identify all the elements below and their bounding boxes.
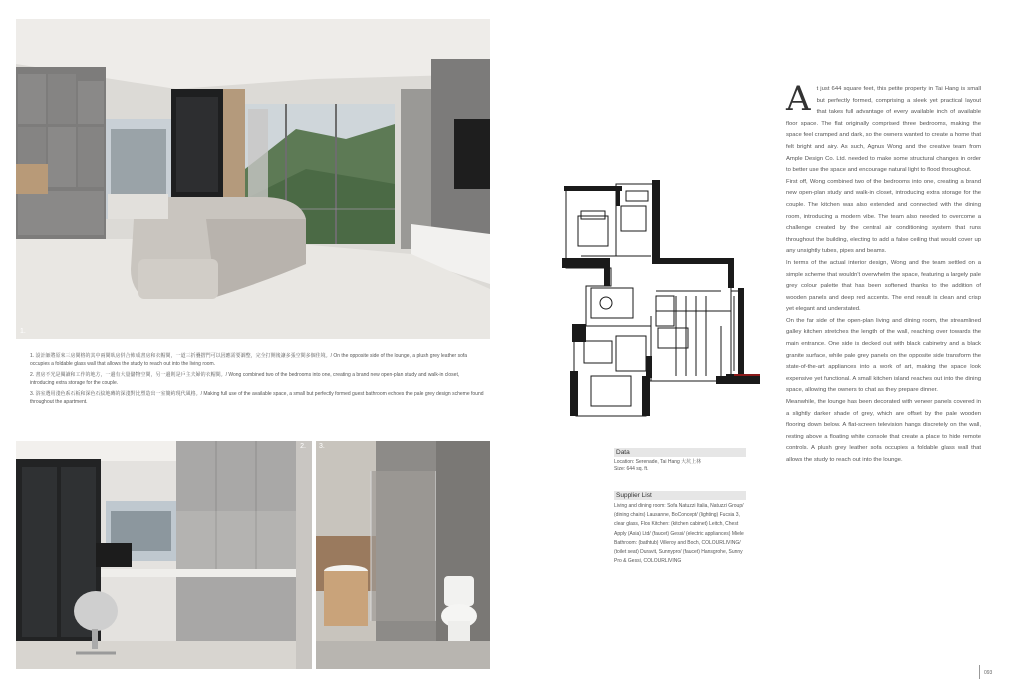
- article-paragraph-2: First off, Wong combined two of the bedrooms into one, creating a brand new open-plan study and walk-in closet, introducing extra storage for the couple. The kitchen was also extended and connected with the dining room, introducing a modern vibe. The team also needed to overcome a challenge created by the central air conditioning system that runs throughout the building, electing to add a false ceiling that would cover up any unsightly tubes, pipes and beams.: [786, 178, 981, 255]
- floor-plan: [556, 176, 771, 434]
- data-location: Location: Serenade, Tai Hang 大坑上林: [614, 459, 702, 465]
- article-paragraph-3: In terms of the actual interior design, Wong and the team settled on a simple scheme that wouldn't overwhelm the space, featuring a largely pale grey colour palette that has been softened thanks to the addition of wooden panels and deep red accents. The end result is clean and crisp yet elegant and understated.: [786, 259, 981, 313]
- page-number: 093: [984, 670, 993, 676]
- study-photo: [16, 441, 312, 669]
- supplier-text: Living and dining room: Sofa Natuzzi Italia, Natuzzi Group/ (dining chairs) Lausanne, BoConcept/ (lighting) Fucsia 3, clear glass, Flos Kitchen: (kitchen cabinet) Leitch, Chest Apply (Asia) Ltd/ (faucet) Gessi/ (electric appliances) Miele Bathroom: (bathtub) Villeroy and Boch, COLOURLIVING/ (toilet seat) Duravit, Sunnypro/ (faucet) Hansgrohe, Sunny Pro & Gessi, COLOURLIVING: [614, 503, 744, 565]
- bathroom-photo: [316, 441, 490, 669]
- article-paragraph-4: On the far side of the open-plan living and dining room, the streamlined galley kitchen stretches the length of the wall, reaching over towards the main entrance. One side is decked out with black cabinetry and a black granite surface, while pale grey panels on the opposite side transform the state-of-the-art appliances into a work of art, making the space look expensive yet functional. A small kitchen island reaches out into the dining space, allowing the owners to chat as they prepare dinner.: [786, 317, 981, 394]
- folio-divider: [979, 665, 980, 679]
- caption-1: 1. 設計師將原來三房間格的其中兩間臥房併合佈成書房和衣帽間，一道三折疊摺門可以因應需要調整，完全打開後讓多張空間多個佳境。/ On the opposite side of the lounge, a plush grey leather sofa occupies a foldable glass wall that allows the study to reach out into the living room.: [30, 353, 468, 367]
- photo-number-3: 3.: [319, 443, 325, 450]
- drop-cap: A: [786, 79, 811, 119]
- article-body: [786, 79, 981, 467]
- data-box: [614, 448, 746, 473]
- living-room-photo: [16, 19, 490, 339]
- caption-2: 2. 書房不光是閱讀和工作的地方，一邊有大量儲物空間，另一邊則是戶主夫婦的衣帽間。/ Wong combined two of the bedrooms into one, creating a brand new open-plan study and walk-in closet, introducing extra storage for the couple.: [30, 372, 460, 386]
- photo-number-2: 2.: [300, 443, 306, 450]
- caption-3: 3. 浴室選用淺色系石板和深色石紋地磚的深淺對比塑造出一室簡約現代風格。/ Making full use of the available space, a small but perfectly formed guest bathroom echoes the pale grey design scheme found throughout the apartment.: [30, 391, 484, 405]
- photo-number-1: 1.: [20, 328, 26, 335]
- supplier-title: Supplier List: [614, 491, 746, 500]
- supplier-box: [614, 491, 746, 566]
- photo-captions: [30, 353, 485, 410]
- data-size: Size: 644 sq. ft.: [614, 466, 649, 472]
- article-paragraph-1: t just 644 square feet, this petite property in Tai Hang is small but perfectly formed, comprising a sleek yet practical layout that takes full advantage of every available inch of available floor space. The flat originally comprised three bedrooms, making the space feel cramped and dark, so the owners wanted to create a home that felt bright and airy. As such, Agnus Wong and the creative team from Ample Design Co. Ltd. needed to make some structural changes in order to better use the space and encourage natural light to flood throughout.: [786, 86, 981, 174]
- article-paragraph-5: Meanwhile, the lounge has been decorated with veneer panels covered in a slightly darker shade of grey, which are offset by the pale wooden flooring down below. A flat-screen television hangs discretely on the wall, resting above a floating white console that create a place to hide remote controls. A plush grey leather sofa occupies a foldable glass wall that allows the study to reach out into the lounge.: [786, 399, 981, 463]
- data-title: Data: [614, 448, 746, 457]
